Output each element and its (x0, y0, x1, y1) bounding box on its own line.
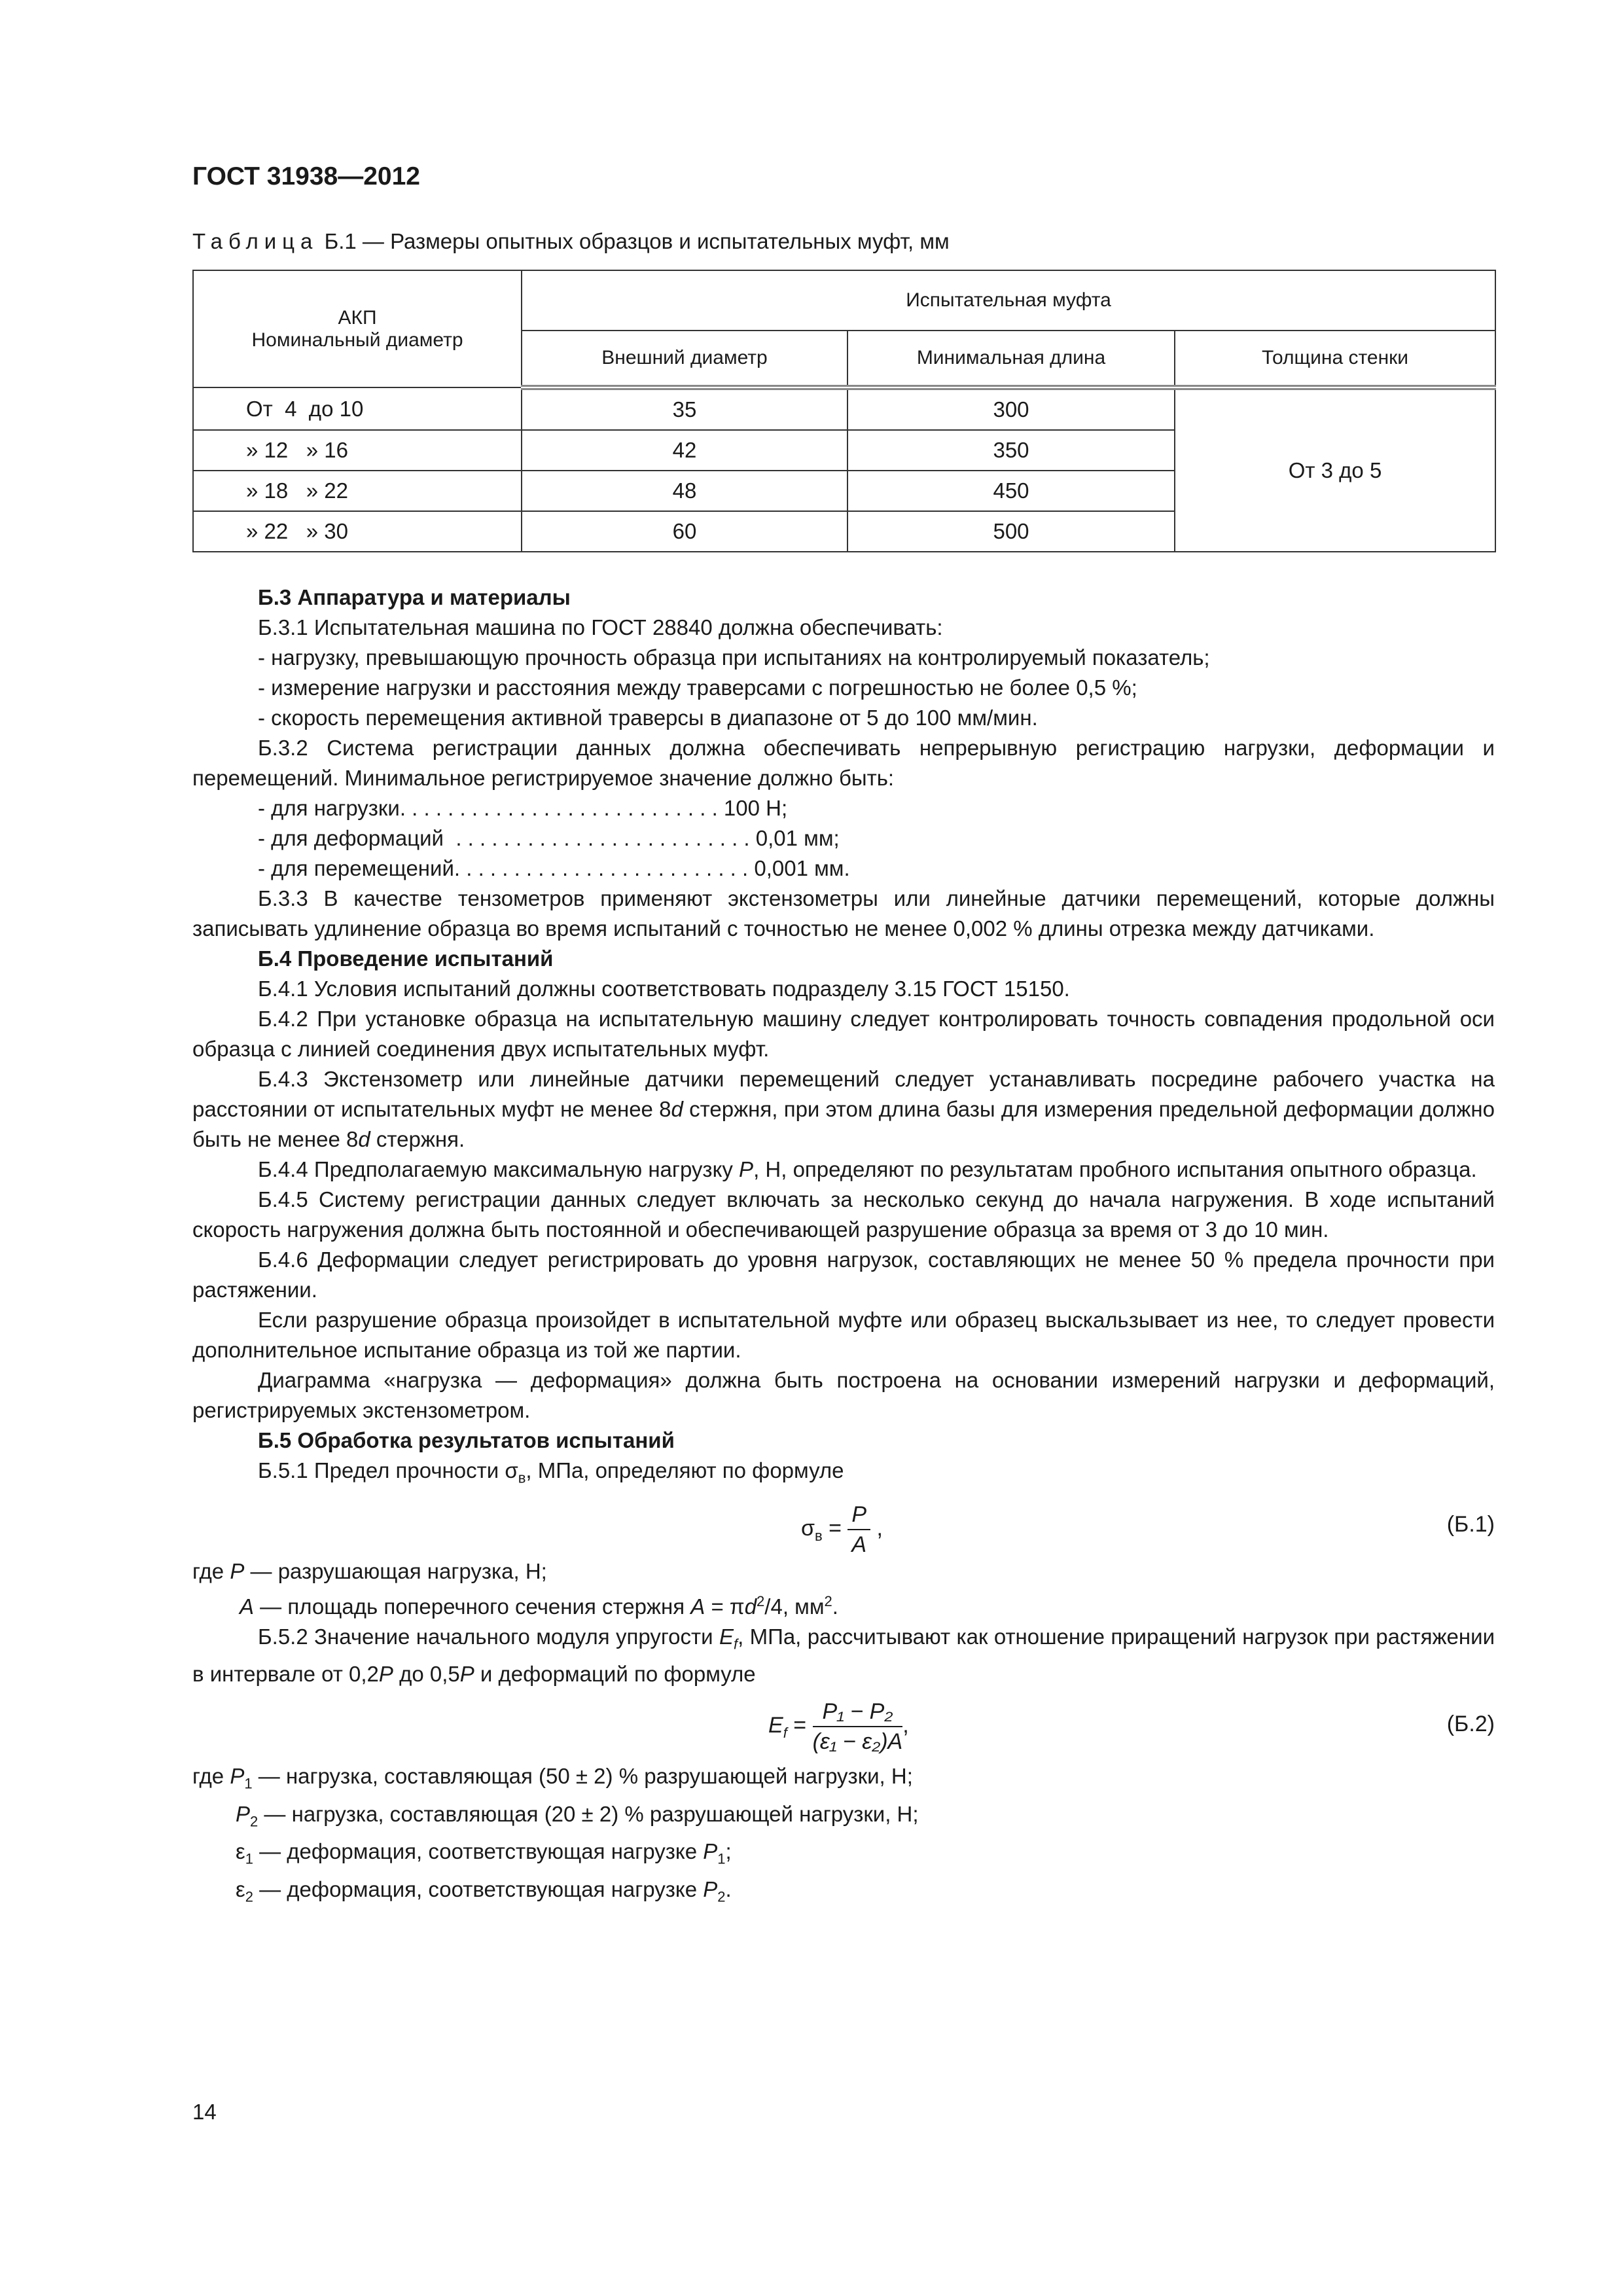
text-run: Б.5.2 Значение начального модуля упругости (258, 1624, 719, 1649)
fraction (813, 1697, 903, 1756)
list-item: - скорость перемещения активной траверсы в диапазоне от 5 до 100 мм/мин. (258, 706, 1038, 730)
cell-diameter: От 4 до 10 (193, 387, 522, 430)
subscript: 1 (244, 1775, 253, 1792)
text-run: Б.4.3 Экстензометр или линейные датчики перемещений следует устанавливать посредине рабочего участка на расстоянии от испытательных муфт не менее 8 (192, 1067, 1495, 1121)
akp-label: АКП (338, 306, 377, 329)
table-caption (192, 229, 950, 254)
column-header-wall-thickness: Толщина стенки (1175, 331, 1495, 387)
symbol-d: d (358, 1127, 370, 1151)
text-run: — деформация, соответствующая нагрузке (253, 1839, 704, 1864)
paragraph-b45: Б.4.5 Систему регистрации данных следует включать за несколько секунд до начала нагружения. В ходе испытаний скорость нагружения должна быть постоянной и обеспечивающей разрушение образца за время от 3 до 10 мин. (192, 1187, 1495, 1242)
where-line (192, 1837, 1495, 1874)
symbol-p: P (230, 1764, 245, 1789)
table-caption-text: Б.1 — Размеры опытных образцов и испытательных муфт, мм (324, 229, 950, 253)
text-run: где (192, 1558, 230, 1583)
text-run: стержня. (370, 1127, 465, 1151)
text-run: , МПа, рассчитывают как отношение приращений нагрузок при растяжении в интервале от 0,2 (192, 1624, 1495, 1687)
where-line (192, 1874, 1495, 1912)
symbol-e: E (719, 1624, 734, 1649)
formula-expression (768, 1697, 909, 1756)
formula-number: (Б.1) (1446, 1511, 1495, 1537)
numerator: P (847, 1500, 870, 1530)
load-value: 100 Н; (723, 796, 788, 820)
symbol-p: P (378, 1662, 393, 1687)
page-number: 14 (192, 2100, 217, 2124)
text-run: = π (705, 1594, 745, 1619)
cell-minlen: 450 (847, 471, 1175, 511)
text-run: — нагрузка, составляющая (50 ± 2) % разрушающей нагрузки, Н; (252, 1764, 913, 1789)
cell-outer: 48 (522, 471, 847, 511)
cell-outer: 42 (522, 430, 847, 471)
paragraph-b46: Б.4.6 Деформации следует регистрировать до уровня нагрузок, составляющих не менее 50 % предела прочности при растяжении. (192, 1247, 1495, 1302)
where-line (192, 1556, 1495, 1587)
list-item (192, 793, 1495, 823)
cell-minlen: 300 (847, 387, 1175, 430)
displacement-label: - для перемещений (258, 856, 454, 880)
text-run: где (192, 1764, 230, 1789)
displacement-value: 0,001 мм. (754, 856, 850, 880)
section-title-b3: Б.3 Аппаратура и материалы (258, 585, 571, 609)
paragraph-b44 (192, 1155, 1495, 1185)
cell-outer: 35 (522, 387, 847, 430)
numerator: P₁ − P₂ (813, 1697, 903, 1727)
paragraph-b52 (192, 1622, 1495, 1690)
list-item: - нагрузку, превышающую прочность образца при испытаниях на контролируемый показатель; (258, 645, 1210, 670)
equals-sign: = (822, 1515, 848, 1541)
table-row (193, 387, 1495, 430)
symbol-p: P (739, 1157, 754, 1181)
symbol-a: A (240, 1594, 255, 1619)
text-run: . (725, 1876, 732, 1901)
denominator: (ε₁ − ε₂)A (812, 1729, 903, 1755)
paragraph-b43 (192, 1064, 1495, 1155)
text-run: , МПа, определяют по формуле (526, 1458, 844, 1482)
section-title-b5: Б.5 Обработка результатов испытаний (258, 1428, 675, 1452)
text-run: . (832, 1594, 838, 1619)
where-line (192, 1761, 1495, 1799)
leader-dots: . . . . . . . . . . . . . . . . . . . . . . . . . . . (399, 796, 724, 820)
list-item (192, 823, 1495, 853)
symbol-d: d (744, 1594, 757, 1619)
superscript: 2 (824, 1592, 832, 1609)
subscript: 1 (245, 1850, 253, 1867)
subscript: в (814, 1527, 823, 1544)
cell-diameter: » 12 » 16 (193, 430, 522, 471)
text-run: — деформация, соответствующая нагрузке (253, 1876, 704, 1901)
text-run: стержня, при этом длина базы для измерения предельной деформации должно быть не менее 8 (192, 1097, 1495, 1151)
paragraph-b32: Б.3.2 Система регистрации данных должна обеспечивать непрерывную регистрацию нагрузки, деформации и перемещений. Минимальное регистрируемое значение должно быть: (192, 736, 1495, 790)
deformation-value: 0,01 мм; (755, 826, 840, 850)
comma: , (870, 1515, 883, 1541)
section-title-b4: Б.4 Проведение испытаний (258, 946, 554, 971)
text-run: ; (725, 1839, 732, 1864)
subscript: 2 (245, 1888, 253, 1905)
subscript: 2 (250, 1813, 259, 1830)
cell-diameter: » 18 » 22 (193, 471, 522, 511)
paragraph-b42: Б.4.2 При установке образца на испытательную машину следует контролировать точность совпадения продольной оси образца с линией соединения двух испытательных муфт. (192, 1007, 1495, 1061)
subscript: f (733, 1636, 738, 1653)
column-group-test-coupling: Испытательная муфта (522, 270, 1495, 331)
equals-sign: = (787, 1713, 813, 1738)
formula-b1 (192, 1494, 1495, 1556)
comma: , (902, 1713, 909, 1738)
where-line (192, 1799, 1495, 1837)
where-line (192, 1587, 1495, 1622)
cell-diameter: » 22 » 30 (193, 511, 522, 552)
paragraph-b46-retest: Если разрушение образца произойдет в испытательной муфте или образец выскальзывает из нее, то следует провести дополнительное испытание образца из той же партии. (192, 1308, 1495, 1362)
subscript: f (783, 1724, 787, 1741)
document-page (192, 0, 1495, 2296)
text-run: и деформаций по формуле (474, 1662, 756, 1687)
column-header-akp (193, 270, 522, 387)
formula-b2 (192, 1689, 1495, 1761)
paragraph-b46-diagram: Диаграмма «нагрузка — деформация» должна быть построена на основании измерений нагрузки и деформаций, регистрируемых экстензометром. (192, 1368, 1495, 1422)
document-body (192, 583, 1495, 1912)
text-run: , Н, определяют по результатам пробного испытания опытного образца. (753, 1157, 1477, 1181)
symbol-p: P (703, 1839, 718, 1864)
dimensions-table (192, 270, 1496, 552)
symbol-p: P (236, 1801, 251, 1826)
paragraph-b33: Б.3.3 В качестве тензометров применяют экстензометры или линейные датчики перемещений, которые должны записывать удлинение образца во время испытаний с точностью не менее 0,002 % длины отрезка между датчиками. (192, 886, 1495, 941)
paragraph-b51 (192, 1456, 1495, 1494)
text-run: — нагрузка, составляющая (20 ± 2) % разрушающей нагрузки, Н; (258, 1801, 919, 1826)
denominator: A (851, 1532, 867, 1557)
column-header-outer-diameter: Внешний диаметр (522, 331, 847, 387)
cell-wall-thickness: От 3 до 5 (1175, 387, 1495, 552)
subscript: 1 (717, 1850, 726, 1867)
text-run: Б.5.1 Предел прочности σ (258, 1458, 518, 1482)
deformation-label: - для деформаций (258, 826, 444, 850)
formula-expression (801, 1500, 883, 1559)
sigma-symbol: σ (801, 1515, 815, 1541)
text-run: до 0,5 (393, 1662, 460, 1687)
text-run: Б.4.4 Предполагаемую максимальную нагрузку (258, 1157, 740, 1181)
cell-minlen: 350 (847, 430, 1175, 471)
cell-outer: 60 (522, 511, 847, 552)
text-run: — разрушающая нагрузка, Н; (244, 1558, 547, 1583)
load-label: - для нагрузки (258, 796, 400, 820)
symbol-p: P (703, 1876, 718, 1901)
column-header-min-length: Минимальная длина (847, 331, 1175, 387)
table-caption-word: Таблица (192, 229, 319, 253)
nominal-diameter-label: Номинальный диаметр (251, 329, 463, 351)
subscript: в (518, 1469, 526, 1486)
symbol-a: A (690, 1594, 705, 1619)
list-item (192, 853, 1495, 884)
symbol-d: d (671, 1097, 683, 1121)
formula-number: (Б.2) (1446, 1712, 1495, 1737)
symbol-p: P (230, 1558, 245, 1583)
epsilon-symbol: ε (236, 1876, 245, 1901)
leader-dots: . . . . . . . . . . . . . . . . . . . . . . . . . (454, 856, 755, 880)
leader-dots: . . . . . . . . . . . . . . . . . . . . . . . . . (443, 826, 756, 850)
list-item: - измерение нагрузки и расстояния между траверсами с погрешностью не более 0,5 %; (258, 675, 1137, 700)
epsilon-symbol: ε (236, 1839, 245, 1864)
superscript: 2 (757, 1592, 765, 1609)
symbol-p: P (459, 1662, 474, 1687)
cell-minlen: 500 (847, 511, 1175, 552)
paragraph-b41: Б.4.1 Условия испытаний должны соответствовать подразделу 3.15 ГОСТ 15150. (258, 977, 1070, 1001)
fraction (847, 1500, 870, 1559)
document-id: ГОСТ 31938—2012 (192, 162, 420, 190)
text-run: /4, мм (764, 1594, 825, 1619)
symbol-e: E (768, 1713, 783, 1738)
text-run: — площадь поперечного сечения стержня (254, 1594, 691, 1619)
subscript: 2 (717, 1888, 726, 1905)
paragraph-b31: Б.3.1 Испытательная машина по ГОСТ 28840 должна обеспечивать: (258, 615, 943, 639)
